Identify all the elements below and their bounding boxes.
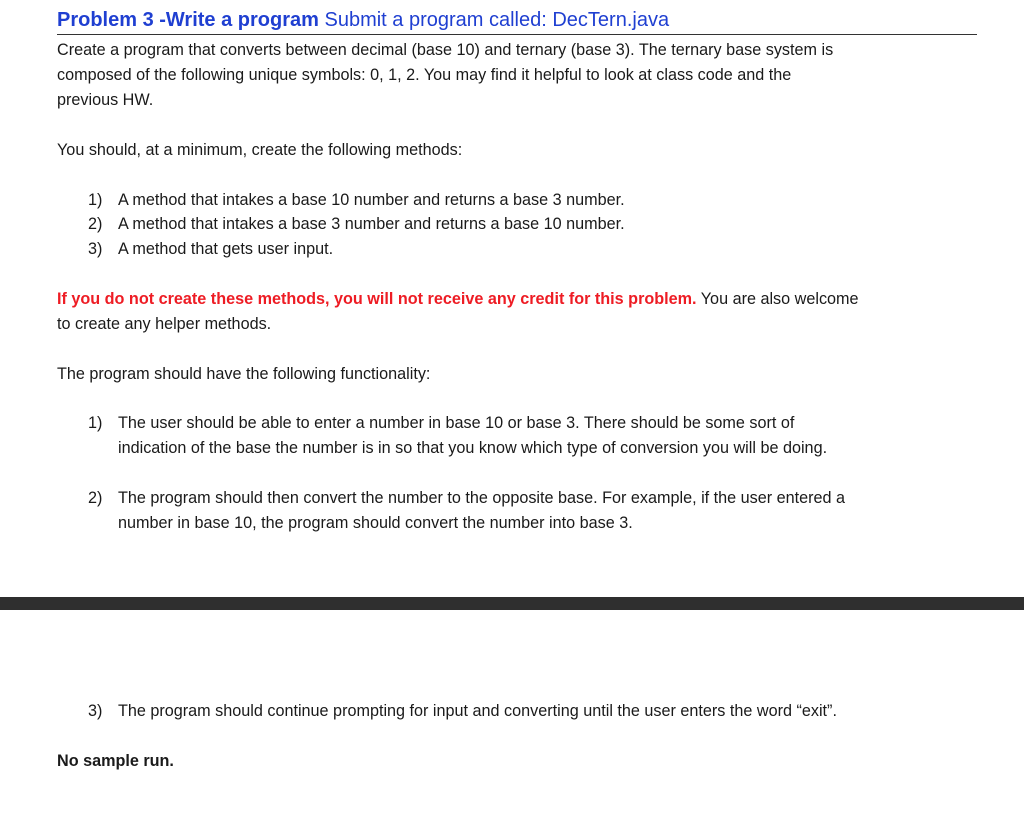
functionality-1-line-2: indication of the base the number is in so that you know which type of conversion you will be doing. [118,439,828,457]
functionality-number-2: 2) [88,489,103,507]
functionality-2-line-2: number in base 10, the program should convert the number into base 3. [118,514,633,532]
page-break-divider [0,597,1024,610]
intro-line-3: previous HW. [57,91,154,109]
method-text-2: A method that intakes a base 3 number and returns a base 10 number. [118,215,625,233]
footer-note: No sample run. [57,752,174,770]
problem-title [57,6,977,35]
problem-title-bold: Problem 3 -Write a program [57,9,319,31]
method-number-1: 1) [88,191,103,209]
functionality-1-line-1: The user should be able to enter a number in base 10 or base 3. There should be some sort of [118,414,795,432]
warning-rest-text: You are also welcome [696,290,859,308]
warning-line-1 [57,287,859,312]
intro-line-2: composed of the following unique symbols: 0, 1, 2. You may find it helpful to look at class code and the [57,66,792,84]
method-number-2: 2) [88,215,103,233]
method-number-3: 3) [88,240,103,258]
functionality-number-3: 3) [88,702,103,720]
functionality-heading: The program should have the following functionality: [57,365,431,383]
warning-line-2: to create any helper methods. [57,315,272,333]
intro-line-1: Create a program that converts between decimal (base 10) and ternary (base 3). The ternary base system is [57,41,834,59]
method-text-1: A method that intakes a base 10 number and returns a base 3 number. [118,191,625,209]
functionality-number-1: 1) [88,414,103,432]
methods-heading: You should, at a minimum, create the following methods: [57,141,463,159]
warning-red-text: If you do not create these methods, you will not receive any credit for this problem. [57,290,697,308]
functionality-3-line-1: The program should continue prompting for input and converting until the user enters the word “exit”. [118,702,837,720]
problem-title-filename: Submit a program called: DecTern.java [318,9,670,31]
method-text-3: A method that gets user input. [118,240,334,258]
functionality-2-line-1: The program should then convert the number to the opposite base. For example, if the user entered a [118,489,846,507]
